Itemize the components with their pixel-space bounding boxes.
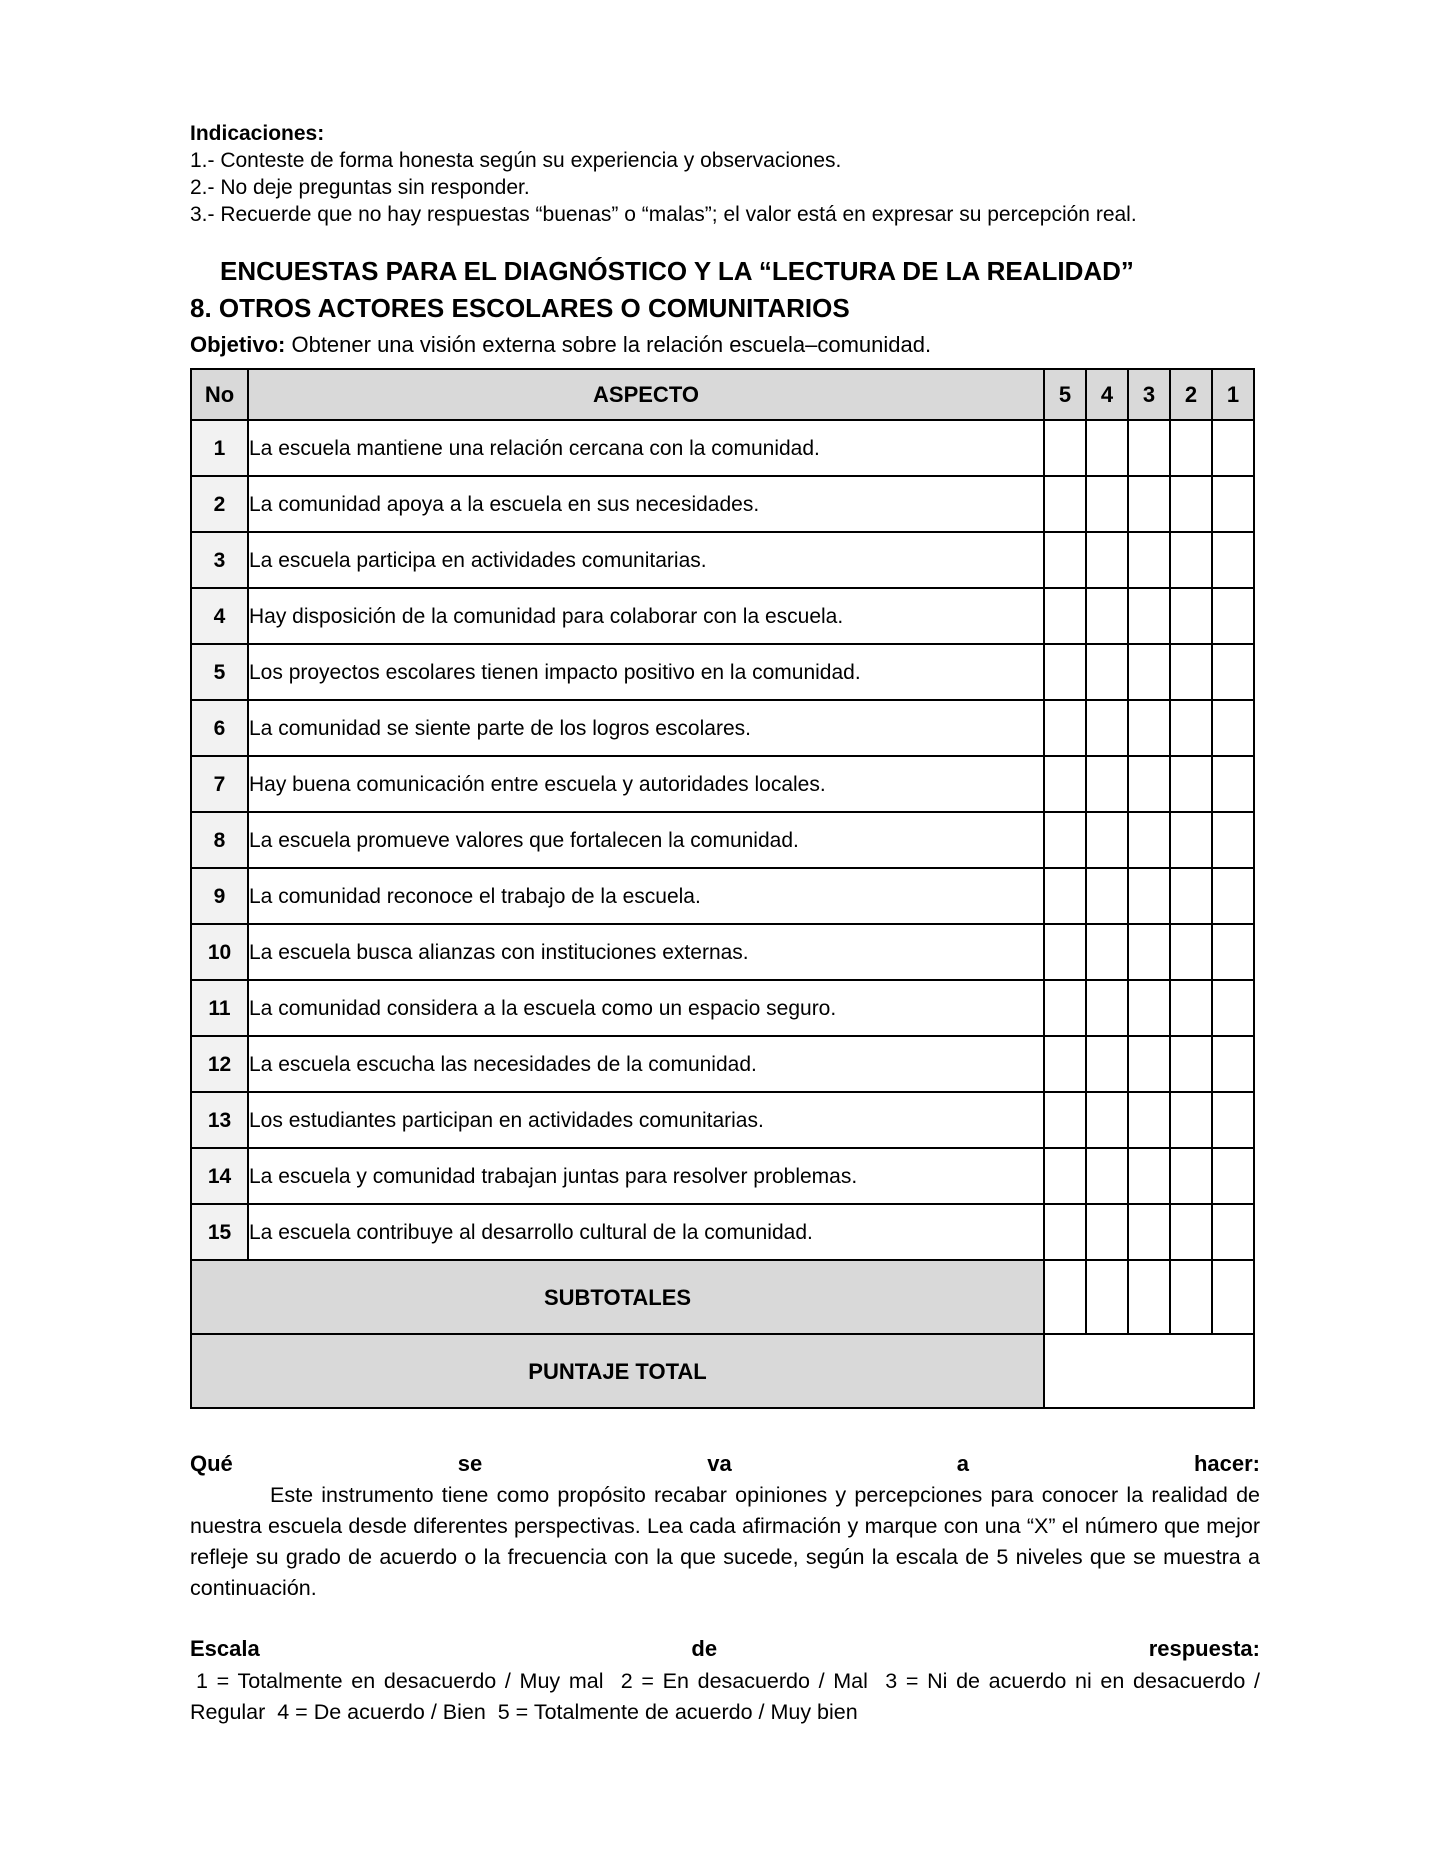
score-cell-2[interactable] [1170, 700, 1212, 756]
score-cell-5[interactable] [1044, 812, 1086, 868]
row-number: 15 [191, 1204, 248, 1260]
score-cell-3[interactable] [1128, 980, 1170, 1036]
score-cell-4[interactable] [1086, 1092, 1128, 1148]
score-cell-4[interactable] [1086, 420, 1128, 476]
instruction-item-1: 1.- Conteste de forma honesta según su experiencia y observaciones. [190, 149, 842, 172]
table-header-row [191, 369, 1254, 420]
score-cell-2[interactable] [1170, 588, 1212, 644]
score-cell-3[interactable] [1128, 476, 1170, 532]
score-header-4: 4 [1086, 369, 1128, 420]
row-number: 7 [191, 756, 248, 812]
aspect-text: La escuela promueve valores que fortalecen la comunidad. [248, 812, 1044, 868]
score-cell-2[interactable] [1170, 420, 1212, 476]
heading-word: Qué [190, 1451, 233, 1476]
scale-text: 1 = Totalmente en desacuerdo / Muy mal 2 = En desacuerdo / Mal 3 = Ni de acuerdo ni en desacuerdo / Regular 4 = De acuerdo / Bien 5 = Totalmente de acuerdo / Muy bien [190, 1669, 1260, 1724]
score-cell-3[interactable] [1128, 812, 1170, 868]
aspect-text: La comunidad se siente parte de los logros escolares. [248, 700, 1044, 756]
score-cell-1[interactable] [1212, 924, 1254, 980]
score-header-1: 1 [1212, 369, 1254, 420]
score-cell-3[interactable] [1128, 1092, 1170, 1148]
score-header-3: 3 [1128, 369, 1170, 420]
total-label: PUNTAJE TOTAL [191, 1334, 1044, 1408]
aspect-text: Hay disposición de la comunidad para colaborar con la escuela. [248, 588, 1044, 644]
table-row [191, 532, 1254, 588]
score-cell-5[interactable] [1044, 756, 1086, 812]
aspect-text: Los estudiantes participan en actividades comunitarias. [248, 1092, 1044, 1148]
score-cell-4[interactable] [1086, 700, 1128, 756]
score-cell-1[interactable] [1212, 700, 1254, 756]
score-cell-2[interactable] [1170, 644, 1212, 700]
score-cell-5[interactable] [1044, 476, 1086, 532]
score-cell-1[interactable] [1212, 756, 1254, 812]
score-cell-4[interactable] [1086, 868, 1128, 924]
aspect-text: La comunidad apoya a la escuela en sus necesidades. [248, 476, 1044, 532]
table-row [191, 756, 1254, 812]
score-cell-4[interactable] [1086, 532, 1128, 588]
aspect-text: La escuela mantiene una relación cercana con la comunidad. [248, 420, 1044, 476]
aspect-text: La comunidad considera a la escuela como un espacio seguro. [248, 980, 1044, 1036]
score-cell-3[interactable] [1128, 868, 1170, 924]
heading-word: va [707, 1451, 732, 1476]
score-cell-2[interactable] [1170, 812, 1212, 868]
score-cell-5[interactable] [1044, 1092, 1086, 1148]
score-header-2: 2 [1170, 369, 1212, 420]
row-number: 9 [191, 868, 248, 924]
subtotal-cell-3[interactable] [1128, 1260, 1170, 1334]
table-row [191, 700, 1254, 756]
aspect-text: La escuela escucha las necesidades de la comunidad. [248, 1036, 1044, 1092]
score-cell-1[interactable] [1212, 1092, 1254, 1148]
score-cell-4[interactable] [1086, 1036, 1128, 1092]
score-cell-1[interactable] [1212, 980, 1254, 1036]
col-header-no: No [191, 369, 248, 420]
aspect-text: La escuela contribuye al desarrollo cultural de la comunidad. [248, 1204, 1044, 1260]
instruction-item-3: 3.- Recuerde que no hay respuestas “buenas” o “malas”; el valor está en expresar su percepción real. [190, 203, 1137, 226]
score-cell-3[interactable] [1128, 1036, 1170, 1092]
subtotals-row [191, 1260, 1254, 1334]
score-cell-2[interactable] [1170, 476, 1212, 532]
instructions-heading: Indicaciones: [190, 122, 325, 145]
table-row [191, 868, 1254, 924]
table-row [191, 1204, 1254, 1260]
row-number: 12 [191, 1036, 248, 1092]
col-header-aspecto: ASPECTO [248, 369, 1044, 420]
score-cell-4[interactable] [1086, 1204, 1128, 1260]
table-row [191, 588, 1254, 644]
survey-main-title: ENCUESTAS PARA EL DIAGNÓSTICO Y LA “LECTURA DE LA REALIDAD” [220, 256, 1134, 286]
what-to-do-paragraph: Este instrumento tiene como propósito recabar opiniones y percepciones para conocer la realidad de nuestra escuela desde diferentes perspectivas. Lea cada afirmación y marque con una “X” el número que mejor refleje su grado de acuerdo o la frecuencia con la que sucede, según la escala de 5 niveles que se muestra a continuación. [190, 1483, 1260, 1600]
score-cell-4[interactable] [1086, 924, 1128, 980]
row-number: 6 [191, 700, 248, 756]
row-number: 2 [191, 476, 248, 532]
score-cell-1[interactable] [1212, 1148, 1254, 1204]
score-cell-4[interactable] [1086, 980, 1128, 1036]
table-row [191, 420, 1254, 476]
row-number: 10 [191, 924, 248, 980]
score-cell-5[interactable] [1044, 588, 1086, 644]
score-cell-5[interactable] [1044, 980, 1086, 1036]
subtotal-cell-4[interactable] [1086, 1260, 1128, 1334]
objective-text: Obtener una visión externa sobre la relación escuela–comunidad. [291, 332, 932, 357]
aspect-text: La escuela y comunidad trabajan juntas para resolver problemas. [248, 1148, 1044, 1204]
score-cell-4[interactable] [1086, 1148, 1128, 1204]
row-number: 1 [191, 420, 248, 476]
row-number: 14 [191, 1148, 248, 1204]
score-cell-2[interactable] [1170, 1092, 1212, 1148]
objective-line [190, 330, 1260, 360]
score-cell-1[interactable] [1212, 588, 1254, 644]
score-cell-2[interactable] [1170, 924, 1212, 980]
score-cell-3[interactable] [1128, 756, 1170, 812]
instruction-item-2: 2.- No deje preguntas sin responder. [190, 176, 530, 199]
score-cell-1[interactable] [1212, 476, 1254, 532]
score-cell-3[interactable] [1128, 588, 1170, 644]
score-cell-3[interactable] [1128, 1204, 1170, 1260]
aspect-text: La comunidad reconoce el trabajo de la escuela. [248, 868, 1044, 924]
score-cell-2[interactable] [1170, 756, 1212, 812]
row-number: 3 [191, 532, 248, 588]
score-cell-1[interactable] [1212, 420, 1254, 476]
subtotal-cell-5[interactable] [1044, 1260, 1086, 1334]
table-row [191, 1148, 1254, 1204]
score-cell-3[interactable] [1128, 532, 1170, 588]
score-cell-5[interactable] [1044, 532, 1086, 588]
score-cell-3[interactable] [1128, 644, 1170, 700]
score-cell-4[interactable] [1086, 644, 1128, 700]
heading-word: respuesta: [1148, 1636, 1260, 1661]
subtotals-label: SUBTOTALES [191, 1260, 1044, 1334]
score-cell-2[interactable] [1170, 868, 1212, 924]
score-cell-5[interactable] [1044, 1036, 1086, 1092]
score-cell-5[interactable] [1044, 868, 1086, 924]
score-cell-4[interactable] [1086, 812, 1128, 868]
score-cell-5[interactable] [1044, 420, 1086, 476]
score-cell-3[interactable] [1128, 700, 1170, 756]
heading-word: Escala [190, 1636, 260, 1661]
subtotal-cell-1[interactable] [1212, 1260, 1254, 1334]
score-cell-1[interactable] [1212, 1204, 1254, 1260]
row-number: 5 [191, 644, 248, 700]
score-cell-3[interactable] [1128, 924, 1170, 980]
score-cell-2[interactable] [1170, 532, 1212, 588]
row-number: 13 [191, 1092, 248, 1148]
score-cell-2[interactable] [1170, 1204, 1212, 1260]
objective-label: Objetivo: [190, 332, 286, 357]
score-cell-1[interactable] [1212, 532, 1254, 588]
row-number: 11 [191, 980, 248, 1036]
aspect-text: Hay buena comunicación entre escuela y autoridades locales. [248, 756, 1044, 812]
aspect-text: Los proyectos escolares tienen impacto positivo en la comunidad. [248, 644, 1044, 700]
aspect-text: La escuela busca alianzas con instituciones externas. [248, 924, 1044, 980]
table-row [191, 980, 1254, 1036]
score-cell-4[interactable] [1086, 476, 1128, 532]
score-cell-1[interactable] [1212, 868, 1254, 924]
row-number: 4 [191, 588, 248, 644]
heading-word: se [457, 1451, 483, 1476]
scale-heading [190, 1633, 1260, 1664]
heading-word: a [956, 1451, 969, 1476]
score-cell-3[interactable] [1128, 420, 1170, 476]
table-row [191, 1092, 1254, 1148]
total-row [191, 1334, 1254, 1408]
score-cell-5[interactable] [1044, 1204, 1086, 1260]
score-cell-5[interactable] [1044, 1148, 1086, 1204]
total-value-cell[interactable] [1044, 1334, 1254, 1408]
survey-table [190, 368, 1255, 1409]
table-row [191, 924, 1254, 980]
table-row [191, 1036, 1254, 1092]
table-row [191, 644, 1254, 700]
score-cell-2[interactable] [1170, 1148, 1212, 1204]
row-number: 8 [191, 812, 248, 868]
section-title: 8. OTROS ACTORES ESCOLARES O COMUNITARIOS [190, 293, 850, 323]
score-cell-4[interactable] [1086, 588, 1128, 644]
score-cell-2[interactable] [1170, 980, 1212, 1036]
heading-word: de [691, 1636, 718, 1661]
score-cell-5[interactable] [1044, 700, 1086, 756]
score-cell-5[interactable] [1044, 644, 1086, 700]
table-row [191, 476, 1254, 532]
table-row [191, 812, 1254, 868]
score-cell-1[interactable] [1212, 644, 1254, 700]
score-cell-5[interactable] [1044, 924, 1086, 980]
score-cell-2[interactable] [1170, 1036, 1212, 1092]
score-header-5: 5 [1044, 369, 1086, 420]
score-cell-4[interactable] [1086, 756, 1128, 812]
score-cell-1[interactable] [1212, 812, 1254, 868]
aspect-text: La escuela participa en actividades comunitarias. [248, 532, 1044, 588]
subtotal-cell-2[interactable] [1170, 1260, 1212, 1334]
score-cell-3[interactable] [1128, 1148, 1170, 1204]
score-cell-1[interactable] [1212, 1036, 1254, 1092]
heading-word: hacer: [1193, 1451, 1260, 1476]
what-to-do-heading [190, 1448, 1260, 1479]
